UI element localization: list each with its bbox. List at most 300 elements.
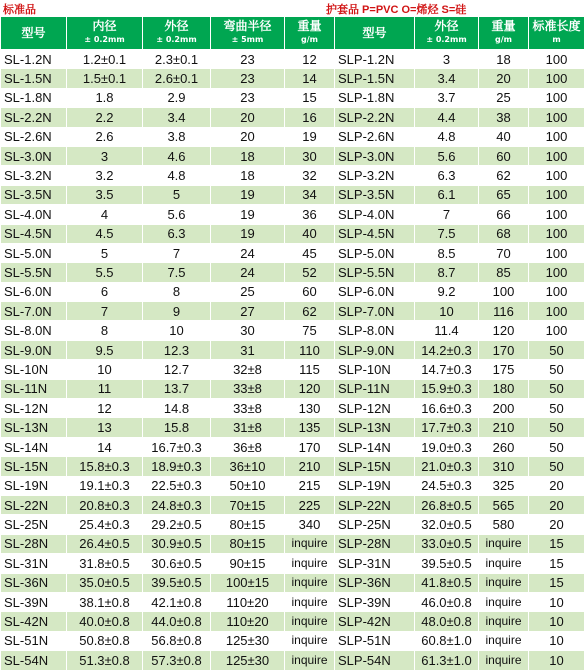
cell-sheathed-model: SLP-1.5N — [335, 69, 415, 88]
cell-sheathed-weight: 325 — [479, 476, 529, 495]
cell-bend-radius: 25 — [211, 282, 285, 301]
cell-sheathed-weight: 565 — [479, 495, 529, 514]
cell-inner-diameter: 6 — [67, 282, 143, 301]
cell-bend-radius: 24 — [211, 243, 285, 262]
cell-standard-length: 100 — [529, 108, 584, 127]
cell-bend-radius: 31 — [211, 340, 285, 359]
cell-standard-length: 20 — [529, 476, 584, 495]
cell-bend-radius: 23 — [211, 50, 285, 69]
cell-standard-length: 100 — [529, 166, 584, 185]
cell-inner-diameter: 3.2 — [67, 166, 143, 185]
cell-standard-length: 100 — [529, 146, 584, 165]
cell-model: SL-7.0N — [1, 302, 67, 321]
sheathed-products-title: 护套品 P=PVC O=烯烃 S=硅 — [326, 1, 466, 17]
cell-sheathed-weight: 310 — [479, 457, 529, 476]
table-row — [1, 127, 584, 146]
cell-sheathed-model: SLP-11N — [335, 379, 415, 398]
cell-sheathed-model: SLP-1.8N — [335, 88, 415, 107]
cell-standard-length: 50 — [529, 379, 584, 398]
table-row — [1, 146, 584, 165]
table-row — [1, 263, 584, 282]
table-row — [1, 224, 584, 243]
cell-sheathed-model: SLP-3.2N — [335, 166, 415, 185]
cell-model: SL-14N — [1, 437, 67, 456]
cell-model: SL-6.0N — [1, 282, 67, 301]
cell-standard-length: 50 — [529, 360, 584, 379]
cell-sheathed-weight: 68 — [479, 224, 529, 243]
cell-standard-length: 10 — [529, 631, 584, 650]
cell-inner-diameter: 11 — [67, 379, 143, 398]
cell-inner-diameter: 12 — [67, 399, 143, 418]
cell-sheathed-outer-diameter: 17.7±0.3 — [415, 418, 479, 437]
cell-sheathed-weight: inquire — [479, 631, 529, 650]
cell-bend-radius: 18 — [211, 166, 285, 185]
cell-weight: 40 — [285, 224, 335, 243]
cell-standard-length: 100 — [529, 243, 584, 262]
cell-weight: 215 — [285, 476, 335, 495]
table-row — [1, 534, 584, 553]
table-row — [1, 360, 584, 379]
cell-outer-diameter: 29.2±0.5 — [143, 515, 211, 534]
cell-outer-diameter: 57.3±0.8 — [143, 651, 211, 670]
cell-sheathed-outer-diameter: 60.8±1.0 — [415, 631, 479, 650]
cell-inner-diameter: 3.5 — [67, 185, 143, 204]
cell-sheathed-weight: 85 — [479, 263, 529, 282]
cell-standard-length: 100 — [529, 69, 584, 88]
table-row — [1, 515, 584, 534]
cell-sheathed-weight: inquire — [479, 534, 529, 553]
cell-outer-diameter: 10 — [143, 321, 211, 340]
cell-weight: 30 — [285, 146, 335, 165]
cell-inner-diameter: 8 — [67, 321, 143, 340]
cell-weight: 60 — [285, 282, 335, 301]
cell-bend-radius: 27 — [211, 302, 285, 321]
cell-sheathed-weight: 60 — [479, 146, 529, 165]
cell-bend-radius: 31±8 — [211, 418, 285, 437]
cell-outer-diameter: 5 — [143, 185, 211, 204]
cell-standard-length: 10 — [529, 612, 584, 631]
cell-sheathed-outer-diameter: 4.8 — [415, 127, 479, 146]
cell-bend-radius: 32±8 — [211, 360, 285, 379]
cell-sheathed-model: SLP-54N — [335, 651, 415, 670]
cell-model: SL-25N — [1, 515, 67, 534]
cell-sheathed-weight: 70 — [479, 243, 529, 262]
cell-sheathed-outer-diameter: 6.1 — [415, 185, 479, 204]
cell-model: SL-15N — [1, 457, 67, 476]
cell-outer-diameter: 6.3 — [143, 224, 211, 243]
cell-sheathed-outer-diameter: 16.6±0.3 — [415, 399, 479, 418]
table-row — [1, 418, 584, 437]
cell-sheathed-model: SLP-39N — [335, 592, 415, 611]
cell-model: SL-19N — [1, 476, 67, 495]
cell-sheathed-model: SLP-6.0N — [335, 282, 415, 301]
cell-bend-radius: 80±15 — [211, 534, 285, 553]
cell-model: SL-39N — [1, 592, 67, 611]
cell-standard-length: 100 — [529, 302, 584, 321]
cell-bend-radius: 19 — [211, 224, 285, 243]
cell-inner-diameter: 2.6 — [67, 127, 143, 146]
cell-sheathed-model: SLP-1.2N — [335, 50, 415, 69]
cell-bend-radius: 19 — [211, 205, 285, 224]
cell-weight: 130 — [285, 399, 335, 418]
cell-bend-radius: 80±15 — [211, 515, 285, 534]
cell-sheathed-weight: 66 — [479, 205, 529, 224]
cell-sheathed-model: SLP-5.5N — [335, 263, 415, 282]
cell-sheathed-model: SLP-3.5N — [335, 185, 415, 204]
cell-sheathed-outer-diameter: 4.4 — [415, 108, 479, 127]
cell-bend-radius: 70±15 — [211, 495, 285, 514]
cell-weight: inquire — [285, 573, 335, 592]
cell-weight: 12 — [285, 50, 335, 69]
col-header-sheathed-weight: 重量 g/m — [479, 17, 529, 50]
cell-inner-diameter: 19.1±0.3 — [67, 476, 143, 495]
cell-inner-diameter: 26.4±0.5 — [67, 534, 143, 553]
cell-bend-radius: 23 — [211, 69, 285, 88]
cell-bend-radius: 110±20 — [211, 612, 285, 631]
cell-sheathed-weight: 18 — [479, 50, 529, 69]
cell-bend-radius: 23 — [211, 88, 285, 107]
cell-sheathed-model: SLP-51N — [335, 631, 415, 650]
cell-weight: inquire — [285, 631, 335, 650]
cell-outer-diameter: 13.7 — [143, 379, 211, 398]
cell-model: SL-54N — [1, 651, 67, 670]
cell-outer-diameter: 2.3±0.1 — [143, 50, 211, 69]
cell-sheathed-outer-diameter: 7 — [415, 205, 479, 224]
cell-sheathed-outer-diameter: 21.0±0.3 — [415, 457, 479, 476]
table-row — [1, 495, 584, 514]
cell-outer-diameter: 14.8 — [143, 399, 211, 418]
cell-inner-diameter: 2.2 — [67, 108, 143, 127]
cell-sheathed-model: SLP-31N — [335, 554, 415, 573]
cell-model: SL-3.0N — [1, 146, 67, 165]
table-row — [1, 69, 584, 88]
cell-weight: 36 — [285, 205, 335, 224]
cell-sheathed-model: SLP-4.0N — [335, 205, 415, 224]
cell-bend-radius: 50±10 — [211, 476, 285, 495]
col-header-sheathed-outer-diameter: 外径 ± 0.2mm — [415, 17, 479, 50]
cell-sheathed-weight: 260 — [479, 437, 529, 456]
cell-standard-length: 100 — [529, 205, 584, 224]
cell-inner-diameter: 20.8±0.3 — [67, 495, 143, 514]
cell-sheathed-model: SLP-8.0N — [335, 321, 415, 340]
cell-weight: 14 — [285, 69, 335, 88]
cell-inner-diameter: 25.4±0.3 — [67, 515, 143, 534]
cell-model: SL-28N — [1, 534, 67, 553]
cell-weight: inquire — [285, 554, 335, 573]
cell-model: SL-8.0N — [1, 321, 67, 340]
cell-sheathed-weight: 200 — [479, 399, 529, 418]
cell-sheathed-model: SLP-15N — [335, 457, 415, 476]
cell-sheathed-outer-diameter: 3 — [415, 50, 479, 69]
table-row — [1, 379, 584, 398]
cell-model: SL-1.2N — [1, 50, 67, 69]
cell-bend-radius: 36±10 — [211, 457, 285, 476]
cell-standard-length: 20 — [529, 515, 584, 534]
cell-weight: 16 — [285, 108, 335, 127]
cell-sheathed-outer-diameter: 48.0±0.8 — [415, 612, 479, 631]
cell-standard-length: 10 — [529, 651, 584, 670]
cell-sheathed-outer-diameter: 61.3±1.0 — [415, 651, 479, 670]
cell-weight: 32 — [285, 166, 335, 185]
table-row — [1, 651, 584, 670]
cell-sheathed-weight: 170 — [479, 340, 529, 359]
cell-sheathed-model: SLP-22N — [335, 495, 415, 514]
table-row — [1, 185, 584, 204]
cell-sheathed-model: SLP-19N — [335, 476, 415, 495]
cell-outer-diameter: 18.9±0.3 — [143, 457, 211, 476]
cell-sheathed-model: SLP-42N — [335, 612, 415, 631]
cell-bend-radius: 100±15 — [211, 573, 285, 592]
cell-bend-radius: 30 — [211, 321, 285, 340]
cell-weight: 115 — [285, 360, 335, 379]
cell-sheathed-model: SLP-4.5N — [335, 224, 415, 243]
cell-weight: 340 — [285, 515, 335, 534]
cell-sheathed-weight: inquire — [479, 651, 529, 670]
cell-sheathed-weight: 62 — [479, 166, 529, 185]
cell-outer-diameter: 7.5 — [143, 263, 211, 282]
cell-sheathed-outer-diameter: 8.5 — [415, 243, 479, 262]
cell-model: SL-4.0N — [1, 205, 67, 224]
cell-outer-diameter: 12.3 — [143, 340, 211, 359]
cell-sheathed-weight: inquire — [479, 592, 529, 611]
cell-weight: 62 — [285, 302, 335, 321]
cell-inner-diameter: 15.8±0.3 — [67, 457, 143, 476]
col-header-model: 型号 — [1, 17, 67, 50]
table-row — [1, 573, 584, 592]
cell-inner-diameter: 1.8 — [67, 88, 143, 107]
cell-inner-diameter: 9.5 — [67, 340, 143, 359]
table-row — [1, 282, 584, 301]
cell-standard-length: 50 — [529, 399, 584, 418]
cell-sheathed-weight: 40 — [479, 127, 529, 146]
cell-standard-length: 50 — [529, 340, 584, 359]
cell-bend-radius: 90±15 — [211, 554, 285, 573]
cell-standard-length: 100 — [529, 127, 584, 146]
cell-sheathed-model: SLP-9.0N — [335, 340, 415, 359]
cell-sheathed-weight: 120 — [479, 321, 529, 340]
cell-sheathed-model: SLP-28N — [335, 534, 415, 553]
table-row — [1, 88, 584, 107]
cell-sheathed-model: SLP-10N — [335, 360, 415, 379]
cell-model: SL-10N — [1, 360, 67, 379]
col-header-sheathed-model: 型号 — [335, 17, 415, 50]
cell-inner-diameter: 5.5 — [67, 263, 143, 282]
cell-model: SL-1.8N — [1, 88, 67, 107]
col-header-inner-diameter: 内径 ± 0.2mm — [67, 17, 143, 50]
cell-bend-radius: 20 — [211, 108, 285, 127]
cell-bend-radius: 33±8 — [211, 379, 285, 398]
col-header-weight: 重量 g/m — [285, 17, 335, 50]
cell-model: SL-36N — [1, 573, 67, 592]
cell-sheathed-weight: inquire — [479, 612, 529, 631]
cell-standard-length: 15 — [529, 534, 584, 553]
cell-sheathed-outer-diameter: 26.8±0.5 — [415, 495, 479, 514]
table-row — [1, 437, 584, 456]
cell-bend-radius: 18 — [211, 146, 285, 165]
cell-outer-diameter: 2.9 — [143, 88, 211, 107]
cell-outer-diameter: 2.6±0.1 — [143, 69, 211, 88]
cell-sheathed-outer-diameter: 10 — [415, 302, 479, 321]
cell-outer-diameter: 7 — [143, 243, 211, 262]
cell-inner-diameter: 13 — [67, 418, 143, 437]
cell-sheathed-model: SLP-5.0N — [335, 243, 415, 262]
cell-weight: 135 — [285, 418, 335, 437]
cell-sheathed-outer-diameter: 33.0±0.5 — [415, 534, 479, 553]
cell-outer-diameter: 39.5±0.5 — [143, 573, 211, 592]
table-row — [1, 166, 584, 185]
cell-sheathed-outer-diameter: 7.5 — [415, 224, 479, 243]
cell-standard-length: 100 — [529, 224, 584, 243]
cell-standard-length: 100 — [529, 263, 584, 282]
cell-sheathed-weight: 180 — [479, 379, 529, 398]
cell-weight: 45 — [285, 243, 335, 262]
cell-standard-length: 15 — [529, 554, 584, 573]
cell-standard-length: 50 — [529, 418, 584, 437]
cell-inner-diameter: 1.2±0.1 — [67, 50, 143, 69]
cell-sheathed-model: SLP-25N — [335, 515, 415, 534]
cell-bend-radius: 19 — [211, 185, 285, 204]
cell-weight: 170 — [285, 437, 335, 456]
cell-standard-length: 50 — [529, 437, 584, 456]
cell-standard-length: 100 — [529, 321, 584, 340]
cell-model: SL-2.2N — [1, 108, 67, 127]
table-row — [1, 108, 584, 127]
table-row — [1, 476, 584, 495]
spec-table — [0, 16, 584, 671]
cell-model: SL-4.5N — [1, 224, 67, 243]
cell-weight: inquire — [285, 612, 335, 631]
title-bar — [0, 0, 584, 16]
cell-sheathed-outer-diameter: 3.4 — [415, 69, 479, 88]
cell-weight: 15 — [285, 88, 335, 107]
cell-outer-diameter: 3.4 — [143, 108, 211, 127]
table-row — [1, 302, 584, 321]
cell-inner-diameter: 4 — [67, 205, 143, 224]
cell-inner-diameter: 4.5 — [67, 224, 143, 243]
table-row — [1, 554, 584, 573]
cell-model: SL-5.0N — [1, 243, 67, 262]
cell-sheathed-outer-diameter: 39.5±0.5 — [415, 554, 479, 573]
cell-sheathed-outer-diameter: 6.3 — [415, 166, 479, 185]
cell-inner-diameter: 40.0±0.8 — [67, 612, 143, 631]
cell-model: SL-42N — [1, 612, 67, 631]
cell-inner-diameter: 38.1±0.8 — [67, 592, 143, 611]
cell-sheathed-outer-diameter: 5.6 — [415, 146, 479, 165]
cell-standard-length: 20 — [529, 495, 584, 514]
cell-outer-diameter: 56.8±0.8 — [143, 631, 211, 650]
cell-weight: 110 — [285, 340, 335, 359]
cell-weight: 34 — [285, 185, 335, 204]
cell-weight: 120 — [285, 379, 335, 398]
cell-outer-diameter: 8 — [143, 282, 211, 301]
cell-model: SL-22N — [1, 495, 67, 514]
cell-inner-diameter: 31.8±0.5 — [67, 554, 143, 573]
cell-outer-diameter: 4.6 — [143, 146, 211, 165]
cell-inner-diameter: 5 — [67, 243, 143, 262]
col-header-standard-length: 标准长度 m — [529, 17, 584, 50]
cell-sheathed-weight: 175 — [479, 360, 529, 379]
cell-sheathed-weight: 210 — [479, 418, 529, 437]
cell-sheathed-model: SLP-12N — [335, 399, 415, 418]
cell-outer-diameter: 5.6 — [143, 205, 211, 224]
cell-weight: inquire — [285, 592, 335, 611]
cell-standard-length: 100 — [529, 282, 584, 301]
cell-sheathed-weight: 20 — [479, 69, 529, 88]
table-row — [1, 243, 584, 262]
cell-inner-diameter: 1.5±0.1 — [67, 69, 143, 88]
cell-sheathed-weight: 100 — [479, 282, 529, 301]
cell-weight: 210 — [285, 457, 335, 476]
cell-inner-diameter: 50.8±0.8 — [67, 631, 143, 650]
cell-model: SL-51N — [1, 631, 67, 650]
cell-sheathed-outer-diameter: 24.5±0.3 — [415, 476, 479, 495]
table-row — [1, 321, 584, 340]
cell-sheathed-weight: 38 — [479, 108, 529, 127]
cell-bend-radius: 33±8 — [211, 399, 285, 418]
cell-model: SL-3.2N — [1, 166, 67, 185]
cell-bend-radius: 36±8 — [211, 437, 285, 456]
table-row — [1, 399, 584, 418]
cell-bend-radius: 24 — [211, 263, 285, 282]
cell-outer-diameter: 9 — [143, 302, 211, 321]
cell-model: SL-11N — [1, 379, 67, 398]
cell-outer-diameter: 22.5±0.3 — [143, 476, 211, 495]
cell-outer-diameter: 16.7±0.3 — [143, 437, 211, 456]
cell-standard-length: 100 — [529, 50, 584, 69]
cell-inner-diameter: 51.3±0.8 — [67, 651, 143, 670]
cell-sheathed-weight: 25 — [479, 88, 529, 107]
cell-weight: 19 — [285, 127, 335, 146]
cell-outer-diameter: 15.8 — [143, 418, 211, 437]
cell-model: SL-5.5N — [1, 263, 67, 282]
table-row — [1, 205, 584, 224]
cell-sheathed-model: SLP-7.0N — [335, 302, 415, 321]
cell-sheathed-outer-diameter: 32.0±0.5 — [415, 515, 479, 534]
cell-model: SL-3.5N — [1, 185, 67, 204]
cell-outer-diameter: 30.6±0.5 — [143, 554, 211, 573]
cell-sheathed-outer-diameter: 11.4 — [415, 321, 479, 340]
cell-outer-diameter: 30.9±0.5 — [143, 534, 211, 553]
cell-sheathed-model: SLP-36N — [335, 573, 415, 592]
table-row — [1, 631, 584, 650]
cell-model: SL-13N — [1, 418, 67, 437]
cell-sheathed-outer-diameter: 41.8±0.5 — [415, 573, 479, 592]
cell-sheathed-outer-diameter: 8.7 — [415, 263, 479, 282]
cell-sheathed-weight: 580 — [479, 515, 529, 534]
cell-inner-diameter: 7 — [67, 302, 143, 321]
cell-weight: 52 — [285, 263, 335, 282]
table-header-row — [1, 17, 584, 50]
cell-outer-diameter: 4.8 — [143, 166, 211, 185]
cell-weight: inquire — [285, 534, 335, 553]
cell-outer-diameter: 3.8 — [143, 127, 211, 146]
cell-inner-diameter: 10 — [67, 360, 143, 379]
cell-weight: 75 — [285, 321, 335, 340]
cell-standard-length: 10 — [529, 592, 584, 611]
cell-outer-diameter: 42.1±0.8 — [143, 592, 211, 611]
cell-outer-diameter: 24.8±0.3 — [143, 495, 211, 514]
cell-inner-diameter: 35.0±0.5 — [67, 573, 143, 592]
cell-sheathed-model: SLP-2.6N — [335, 127, 415, 146]
cell-sheathed-outer-diameter: 15.9±0.3 — [415, 379, 479, 398]
cell-inner-diameter: 14 — [67, 437, 143, 456]
cell-weight: inquire — [285, 651, 335, 670]
cell-standard-length: 50 — [529, 457, 584, 476]
cell-standard-length: 100 — [529, 185, 584, 204]
cell-model: SL-1.5N — [1, 69, 67, 88]
table-row — [1, 457, 584, 476]
cell-inner-diameter: 3 — [67, 146, 143, 165]
